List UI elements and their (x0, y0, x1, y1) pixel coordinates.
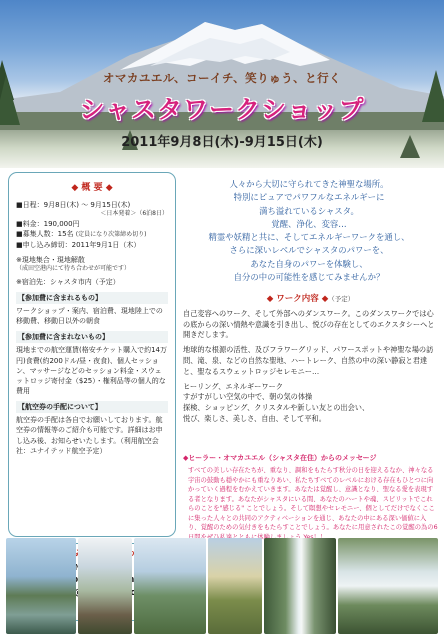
meeting: ※現地集合・現地解散 (16, 255, 85, 264)
page-title: シャスタワークショップ (79, 95, 365, 124)
forest-photo (78, 538, 132, 634)
river-waterfall-photo (338, 538, 438, 634)
lake-photo (6, 538, 76, 634)
work-line: 悦び、楽しさ、美しさ、自由、そして平和。 (183, 413, 326, 423)
message-heading: ◆ヒーラー・オマカユエル（シャスタ在住）からのメッセージ (183, 454, 377, 462)
event-dates: 2011年9月8日(木)-9月15日(木) (121, 135, 323, 150)
intro-line: 人々から大切に守られてきた神聖な場所。 (229, 179, 389, 189)
lodging: ※宿泊先：シャスタ市内（予定） (16, 277, 120, 286)
intro-line: 特別にピュアでパワフルなエネルギーに (233, 192, 385, 203)
work-paragraph: 自己変容へのワーク、そして外部へのダンスワーク。このダンスワークでは心の底からの深い情熱や意識を引き出し、悦びの存在としてのエクスタシーへと開きだします。 (183, 308, 435, 340)
excluded-text: 現地までの航空運賃(格安チケット購入で約14万円)食費(約200ドル/昼・夜食)、個人セッション、マッサージなどのセッション料金・スウェットロッジ寄付金（$25）・権利品等の個人的な費用 (16, 346, 168, 395)
capacity: ■募集人数：15名 (16, 230, 74, 239)
subtitle: オマカユエル、コーイチ、笑りゅう、と行く (102, 71, 342, 85)
work-line: ヒーリング、エネルギーワーク (183, 381, 283, 391)
fee: ■料金：190,000円 (16, 219, 80, 228)
work-paragraph: 地球的な根源の活性、及びフラワーグリッド、パワースポットや神聖な場の訪問、滝、泉、などの自然な聖地、ハートレーク、自然の中の深い静寂と君達と、聖なるスウェットロッジセレモニー… (183, 345, 434, 376)
waterfall-photo (264, 538, 336, 634)
excluded-heading: 【参加費に含まれないもの】 (16, 331, 168, 343)
hero-image (0, 0, 444, 168)
meeting-note: （成田空港内にて待ち合わせが可能です） (16, 264, 131, 272)
intro-line: 覚醒、浄化、変容… (271, 218, 347, 229)
schedule-note: ＜日本発着＞（6泊8日） (100, 210, 168, 218)
air-text: 航空券の手配は各自でお願いしております。航空券の情報等のご紹介も可能です。詳細はお申し込み後、お知らせいたします。（利用航空会社：ユナイテッド航空予定） (16, 416, 163, 455)
work-heading: ◆ ワーク内容 ◆ (266, 294, 329, 304)
included-heading: 【参加費に含まれるもの】 (16, 292, 168, 304)
intro-text (180, 178, 438, 284)
meadow-photo (208, 538, 262, 634)
work-content (183, 293, 438, 425)
intro-line: 自分の中の可能性を感じてみませんか？ (233, 271, 385, 282)
deadline: ■申し込み締切：2011年9月1日（木） (16, 240, 141, 249)
intro-line: 満ち溢れているシャスタ。 (259, 205, 359, 216)
work-line: すがすがしい空気の中で、朝の気の体操 (183, 392, 313, 402)
included-text: ワークショップ・案内、宿泊費、現地陸上での移動費、移動日以外の朝食 (16, 306, 163, 326)
air-heading: 【航空券の手配について】 (16, 401, 168, 413)
overview-heading: ◆ 概 要 ◆ (71, 183, 113, 193)
capacity-note: (定員になり次第締め切り) (75, 231, 147, 239)
schedule: ■日程：9月8日(木) 〜 9月15日(木) (16, 201, 131, 210)
work-heading-note: （予定） (328, 295, 355, 303)
tree-photo (134, 538, 206, 634)
overview-box (8, 172, 176, 537)
intro-line: さらに深いレベルでシャスタのパワーを、 (229, 245, 389, 256)
message-text: すべての美しい存在たちが、重なり、調和をもたらす秋分の日を迎えるなか、神々なる宇宙の鼓動も穏やかにも重なりあい、私たちすべてのレベルにおける存在もひとつに向かっていく過程をむかえていきます。あなたは覚醒し、意識となり、聖なる愛を表現する者となります。あなたがシャスタにいる間、あなたのハートや魂、スピリットでこれらのことを"感じる" ことでしょう。そして瞑想やセレモニー、個としてだけでなくここに集った人々との共同のアクティベーションを通じ、あなたの中にある深い価値に入り、覚醒のための気付きをもたらすことでしょう。あなたに用意されたこの覚醒の為の6 をぜ に体験し (188, 467, 438, 541)
intro-line: あなた自身のパワーを体験し、 (250, 258, 368, 269)
intro-line: 精霊や妖精と共に、そしてエネルギーワークを通し、 (208, 232, 410, 243)
work-line: 探検、ショッピング、クリスタルや新しい友との出会い、 (183, 403, 370, 413)
